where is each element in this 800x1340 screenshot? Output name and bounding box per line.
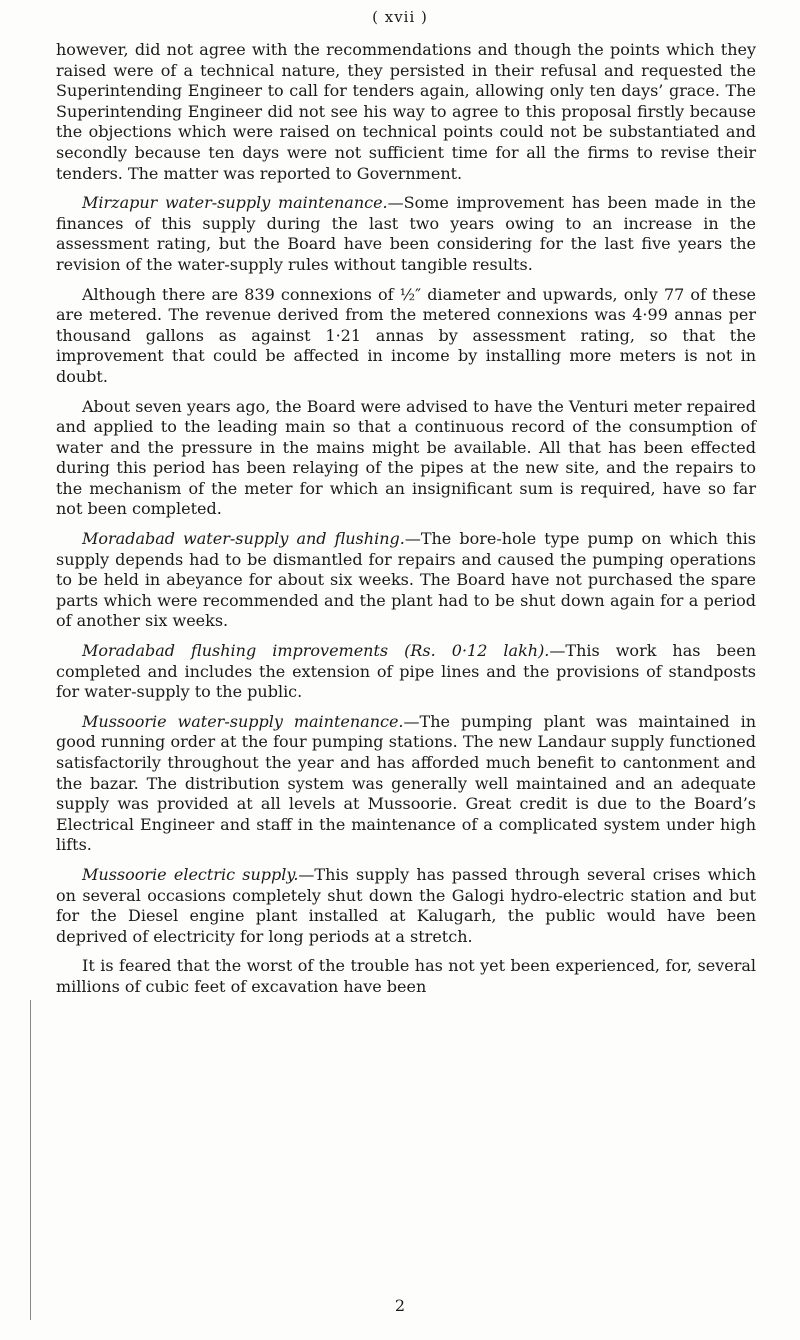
paragraph-6 [56, 641, 756, 703]
paragraph-3 [56, 285, 756, 388]
paragraph-lead: Mussoorie electric supply. [82, 864, 299, 884]
paragraph-text: —The pumping plant was maintained in good running order at the four pumping stations. The new Landaur supply functioned satisfactorily throughout the year and has afforded much benefit to cantonment and the bazar. The distribution system was generally well maintained and an adequate supply was provided at all levels at Mussoorie. Great credit is due to the Board’s Electrical Engineer and staff in the maintenance of a complicated system under high lifts. [56, 711, 757, 855]
paragraph-2 [56, 193, 756, 275]
paragraph-text: It is feared that the worst of the trouble has not yet been experienced, for, several millions of cubic feet of excavation have been [56, 956, 756, 996]
paragraph-lead: Moradabad water-supply and flushing. [82, 529, 405, 549]
page-header: ( xvii ) [372, 8, 428, 26]
paragraph-text: —This work has been completed and includes the extension of pipe lines and the provisions of standposts for water-supply to the public. [56, 641, 756, 702]
paragraph-text: —The bore-hole type pump on which this supply depends had to be dismantled for repairs and caused the pumping operations to be held in abeyance for about six weeks. The Board have not purchased the spare parts which were recommended and the plant had to be shut down again for a period of another six weeks. [56, 529, 757, 631]
paragraph-text: however, did not agree with the recommendations and though the points which they raised were of a technical nature, they persisted in their refusal and requested the Superintending Engineer to call for tenders again, allowing only ten days’ grace. The Superintending Engineer did not see his way to agree to this proposal firstly because the objections which were raised on technical points could not be substantiated and secondly because ten days were not sufficient time for all the firms to revise their tenders. The matter was reported to Government. [56, 40, 756, 183]
paragraph-lead: Moradabad flushing improvements (Rs. 0·12 lakh). [82, 641, 550, 661]
paragraph-text: —Some improvement has been made in the finances of this supply during the last two years owing to an increase in the assessment rating, but the Board have been considering for the last five years the revision of the water-supply rules without tangible results. [56, 193, 756, 274]
page-number: 2 [394, 1296, 406, 1315]
paragraph-text: About seven years ago, the Board were advised to have the Venturi meter repaired and applied to the leading main so that a continuous record of the consumption of water and the pressure in the mains might be available. All that has been effected during this period has been relaying of the pipes at the new site, and the repairs to the mechanism of the meter for which an insignificant sum is required, have so far not been completed. [56, 396, 756, 519]
paragraph-text: —This supply has passed through several crises which on several occasions completely shut down the Galogi hydro-electric station and but for the Diesel engine plant installed at Kalugarh, the public would have been deprived of electricity for long periods at a stretch. [56, 864, 757, 946]
paragraph-lead: Mirzapur water-supply maintenance. [82, 193, 388, 213]
paragraph-4 [56, 397, 756, 521]
paragraph-8 [56, 865, 756, 947]
paragraph-text: Although there are 839 connexions of ½″ diameter and upwards, only 77 of these are metered. The revenue derived from the metered connexions was 4·99 annas per thousand gallons as against 1·21 annas by assessment rating, so that the improvement that could be affected in income by installing more meters is not in doubt. [56, 284, 756, 386]
paragraph-7 [56, 712, 756, 856]
paragraph-lead: Mussoorie water-supply maintenance. [82, 711, 404, 731]
paragraph-1 [56, 40, 756, 184]
paragraph-5 [56, 529, 756, 632]
binding-margin-line [30, 1000, 31, 1320]
body-text [56, 40, 756, 1007]
paragraph-9 [56, 956, 756, 997]
